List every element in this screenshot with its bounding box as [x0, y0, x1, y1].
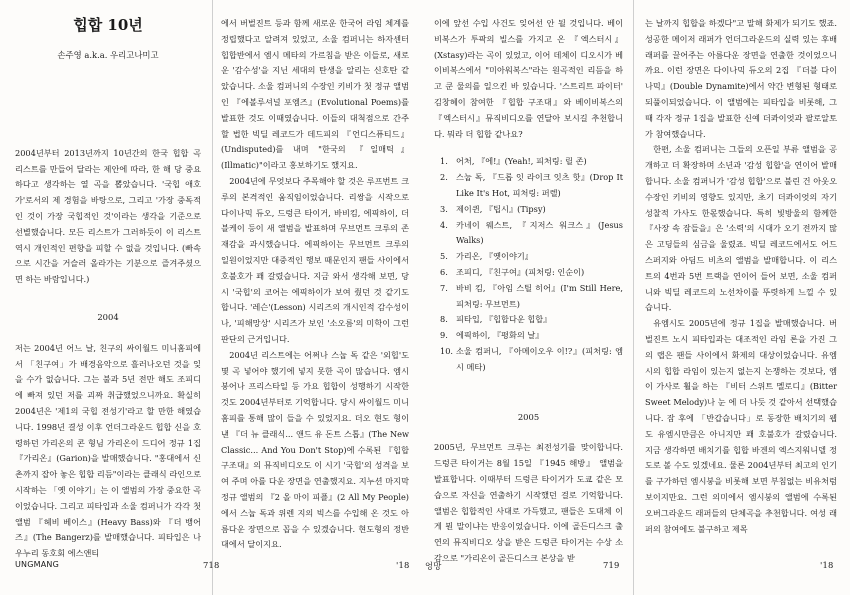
playlist-item-text: 조피디, 『친구여』(피처링: 인순이)	[456, 266, 585, 277]
playlist-item-text: 카네이 웨스트, 『지저스 워크스』(Jesus Walks)	[456, 219, 623, 246]
column-divider	[633, 0, 634, 595]
playlist-item-text: 스눕 독, 『드롭 잇 라이크 잇츠 핫』(Drop It Like It's Hot, 피처링: 퍼렐)	[456, 172, 623, 198]
playlist-item-number: 10.	[440, 345, 454, 356]
playlist-item	[434, 265, 623, 281]
column-divider	[212, 0, 213, 595]
playlist-item-number: 9.	[440, 330, 448, 341]
right-page	[425, 0, 850, 595]
paragraph-soulcompany-2005: 한편, 소울 컴퍼니는 그들의 오픈일 부류 앨범을 공개하고 더 확장하며 소년과 '감성 힙합'을 연이어 발매합니다. 소울 컴퍼니가 '감성 힙합'으로 불린 건 아웃오수장인 키비의 영향도 있지만, 초기 더콰이엇의 자기 성찰적 가사도 한몫했습니다. 특히 빛방울의 함께한 『사장 속 잠들을』은 '소력'의 시대가 오기 전까지 많은 고딩들의 심금을 울렸죠. 빅딜 레코드에서도 어드스퍼지와 아딤드 비츠의 앨범을 발매합니다. 이 리스트의 4번과 5번 트랙을 연이어 들어 보면, 소울 컴퍼니와 빅딜 레코드의 노선차이를 뚜렷하게 느낄 수 있습니다.	[645, 144, 837, 313]
paragraph-2005-start: 2005년, 무브먼트 크루는 최전성기를 맞이합니다. 드렁큰 타이거는 8월 15일 『1945 해방』 앨범을 발표합니다. 이때부터 드렁큰 타이거가 도쿄 같은 모습으로 자신을 연출하기 시작했던 걸로 기억합니다. 앨범은 힙합적인 사대로 가득했고, 팬들은 도대체 이게 뭔 말이냐는 반응이었습니다. 이에 골든디스크 출연의 뮤직비디오 상을 받은 드렁큰 타이거는 수상 소감으로 "가리온이 골든디스크 본상을 받	[434, 442, 623, 563]
footer-brand: 엉망	[425, 561, 442, 571]
footer-page-number: 718	[203, 560, 220, 570]
playlist-item-number: 2.	[440, 172, 448, 183]
playlist-item	[434, 249, 623, 265]
article-author: 손주영 a.k.a. 우리고나미고	[57, 50, 159, 60]
footer-brand: UNGMANG	[15, 560, 59, 569]
playlist-item	[434, 218, 623, 250]
playlist-item	[434, 170, 623, 202]
playlist-item-number: 3.	[440, 203, 448, 214]
right-column-2	[645, 16, 837, 552]
playlist-item	[434, 344, 623, 376]
footer-page-number: 719	[603, 560, 620, 570]
footer-year: '18	[820, 560, 834, 570]
left-column-1	[15, 16, 201, 559]
paragraph-list-notes: 2004년 리스트에는 어쩌나 스눕 독 같은 '외힙'도 몇 곡 넣어야 했기에 넣지 못한 곡이 많습니다. 엠시붕어나 프리스타일 등 가요 힙합이 성행하기 시작한 것도 2004년부터로 기억합니다. 당시 싸이월드 미니홈피를 통해 많이 들을 수 있었지요. 더오 현도 형이 낸 『더 뉴 클래식... 앤드 유 돈트 스톱』(The New Classic... And You Don't Stop)에 수록된 『힙합 구조대』의 뮤직비디오도 이 시기 '국힙'의 성격을 보여 주며 아를 다운 장면을 연출했지요. 지누션 마지막 정규 앨범의 『2 올 마이 피플』(2 All My People)에서 스눕 독과 위렌 지의 빅스를 수입해 온 것도 아름다운 장면으로 꼽을 수 있겠습니다. 현도형의 정반대에서 달이지요.	[221, 349, 409, 550]
paragraph-umc: 유엠시도 2005년에 정규 1집을 발매했습니다. 버벌진트 노시 피타입과는 대조적인 라임 론을 가진 그의 랩은 팬들 사이에서 화제의 대상이었습니다. 유엠시의 힙합 라임이 있는지 없는지 논쟁하는 것보다, 엠이 가사로 훨을 하는 『비터 스위트 멜로디』(Bitter Sweet Melody)나 눈 에 더 나듯 것 같아서 선택했습니다. 잠 후에 「반갑습니다」로 동장한 배치기의 웹도 유엠시만큼은 아니지만 꽤 호불호가 갈렸습니다. 지금 생각하면 배치기를 힙합 바겐의 엑스지워니델 정도로 볼 수도 있겠네요. 물론 2004년부터 최고의 인기를 구가하던 엠시붕을 비롯해 보면 부침없는 비유처럼 보이지만요. 그런 의미에서 엠시붕의 앨범에 수록된 오버그라운드 래퍼들의 단체곡을 추천합니다. 여성 래퍼의 참여에도 불구하고 제목	[645, 318, 837, 534]
paragraph-garion: 는 날까지 힙합을 하겠다"고 말해 화제가 되기도 했죠. 성공한 메이저 래퍼가 언더그라운드의 실력 있는 후배 래퍼를 끌어주는 아름다운 장면을 연출한 것이었으니까요. 이런 장면은 다이나믹 듀오의 2집 『더블 다이나믹』(Double Dynamite)에서 약간 변형된 형태로 되풀이되었습니다. 이 앨범에는 피타입을 비롯해, 그때 각자 정규 1집을 발표한 신예 더콰이엇과 팔로알토가 참여했습니다.	[645, 18, 837, 139]
playlist-2004	[434, 154, 623, 375]
playlist-item-text: 어처, 『에!』(Yeah!, 피처링: 릴 존)	[456, 156, 587, 167]
playlist-item-text: 제이퀸, 『팁시』(Tipsy)	[456, 203, 546, 214]
playlist-item-number: 1.	[440, 156, 448, 167]
playlist-item-number: 7.	[440, 282, 448, 293]
playlist-item-text: 에픽하이, 『평화의 날』	[456, 330, 544, 341]
playlist-item-text: 피타입, 『힙합다운 힙합』	[456, 314, 552, 325]
year-heading-2004: 2004	[97, 311, 119, 322]
paragraph-movement: 2004년에 무엇보다 주목해야 할 것은 루프번트 크루의 본격적인 움직임이었습니다. 리쌍을 시작으로 다이나믹 듀오, 드렁큰 타이거, 바비킴, 에픽하이, 더블케이 등이 새 앨범을 발표하며 무브먼트 크루의 존재감을 과시했습니다. 에픽하이는 무브먼트 크루의 일원이었지만 대중적인 행보 때문인지 팬들 사이에서 호불호가 꽤 갈렸습니다. 지금 와서 생각해 보면, 당시 '국힙'의 코어는 에픽하이가 보여 줬던 것 같기도 합니다. '레슨'(Lesson) 시리즈의 개시인적 감수성이나, '피해망상' 시리즈가 보인 '소오름'의 미학이 그런 판단의 근거입니다.	[221, 175, 409, 344]
playlist-item-text: 소울 컴퍼니, 『아메이오우 이!?』(피처링: 엠시 메타)	[456, 345, 623, 372]
right-column-1	[434, 16, 623, 563]
playlist-item	[434, 154, 623, 170]
footer-year: '18	[396, 560, 410, 570]
playlist-item	[434, 281, 623, 313]
intro-paragraph: 2004년부터 2013년까지 10년간의 한국 힙합 곡 리스트를 만들어 달라는 제안에 따라, 한 해 당 중요하다고 생각하는 열 곡을 뽑았습니다. '국힙 애호가'로서의 제 경험을 바탕으로, 그리고 '가장 중독적인 것이 가장 국힙적인 것'이라는 생각을 기준으로 선별했습니다. 모든 리스트가 그러하듯이 이 리스트 역시 개인적인 편향을 피할 수 없을 것입니다. (빠속으로 시간을 거슬러 올라가는 기분으로 즐겨주셨으면 하는 바람입니다.)	[15, 147, 201, 285]
playlist-item-text: 바비 킴, 『아임 스틸 히어』(I'm Still Here, 피처링: 무브먼트)	[456, 282, 623, 309]
playlist-item	[434, 328, 623, 344]
paragraph-soulcompany: 에서 버벌진트 등과 함께 새로운 한국어 라임 체계를 정립했다고 알려져 있었고, 소울 컴퍼니는 하자센터 힙합반에서 엠시 메타의 가르침을 받은 이들로, 새로운 '감수성'을 지닌 세대의 탄생을 알리는 신호탄 같았습니다. 소울 컴퍼니의 수장인 키비가 첫 정규 앨범인 『에볼루셔널 포엠즈』(Evolutional Poems)를 발표한 것도 이때였습니다. 이들의 대척점으로 간주할 법한 빅딜 레코드가 데드피의 『언디스퓨티드』(Undisputed)를 내며 "한국의 『일매틱』(Illmatic)"이라고 홍보하기도 했지요.	[221, 18, 409, 171]
left-column-2	[221, 16, 409, 552]
playlist-item-number: 5.	[440, 251, 448, 262]
playlist-item-number: 6.	[440, 266, 448, 277]
playlist-item-number: 4.	[440, 219, 448, 230]
playlist-item-number: 8.	[440, 314, 448, 325]
paragraph-2004-start: 저는 2004년 어느 날, 친구의 싸이월드 미니홈피에서 「친구여」가 배경음악으로 흘러나오던 것을 잊을 수가 없습니다. 그는 불과 5년 전만 해도 조피디에 빠져 있던 저를 괴짜 취급했었으니까요. 확실히 2004년은 '제1의 국힙 전성기'라고 할 만한 해였습니다. 1998년 결성 이후 언더그라운드 힙합 신을 호령하던 가리온의 콘 형님 가리온이 드디어 정규 1집 『가리온』(Garion)을 발매했습니다. "홍대에서 신촌까지 잡아 놓은 힙합 리듬"이라는 클래식 라인으로 시작하는 「옛 이야기」는 이 앨범의 가장 중요한 곡이었습니다. 그리고 피타입과 소울 컴퍼니가 각각 첫 앨범 『헤비 베이스』(Heavy Bass)와 『더 뱅어즈』(The Bangerz)를 발매했습니다. 피타입은 나우누리 동호회 에스앤티	[15, 342, 201, 559]
playlist-item	[434, 202, 623, 218]
paragraph-import: 이에 앞선 수입 사건도 잊어선 안 될 것입니다. 베이비복스가 투팍의 빌스를 가지고 온 『엑스터시』(Xstasy)라는 곡이 있었고, 이어 데체이 디오시가 베이비복스에서 "미아워복스"라는 원곡적인 리듬을 하고 쿤 물의를 일으킨 바 있습니다. '스트리트 파이터' 김창혜이 참여한 『힙합 구조대』와 베이비복스의 『엑스터시』뮤직비디오를 연달아 보시길 추천합니다. 뭐라 더 힙합 같나요?	[434, 18, 623, 139]
year-heading-2005: 2005	[517, 411, 540, 422]
article-title: 힙합 10년	[73, 16, 143, 34]
playlist-item-text: 가리온, 『옛이야기』	[456, 251, 533, 262]
playlist-item	[434, 312, 623, 328]
